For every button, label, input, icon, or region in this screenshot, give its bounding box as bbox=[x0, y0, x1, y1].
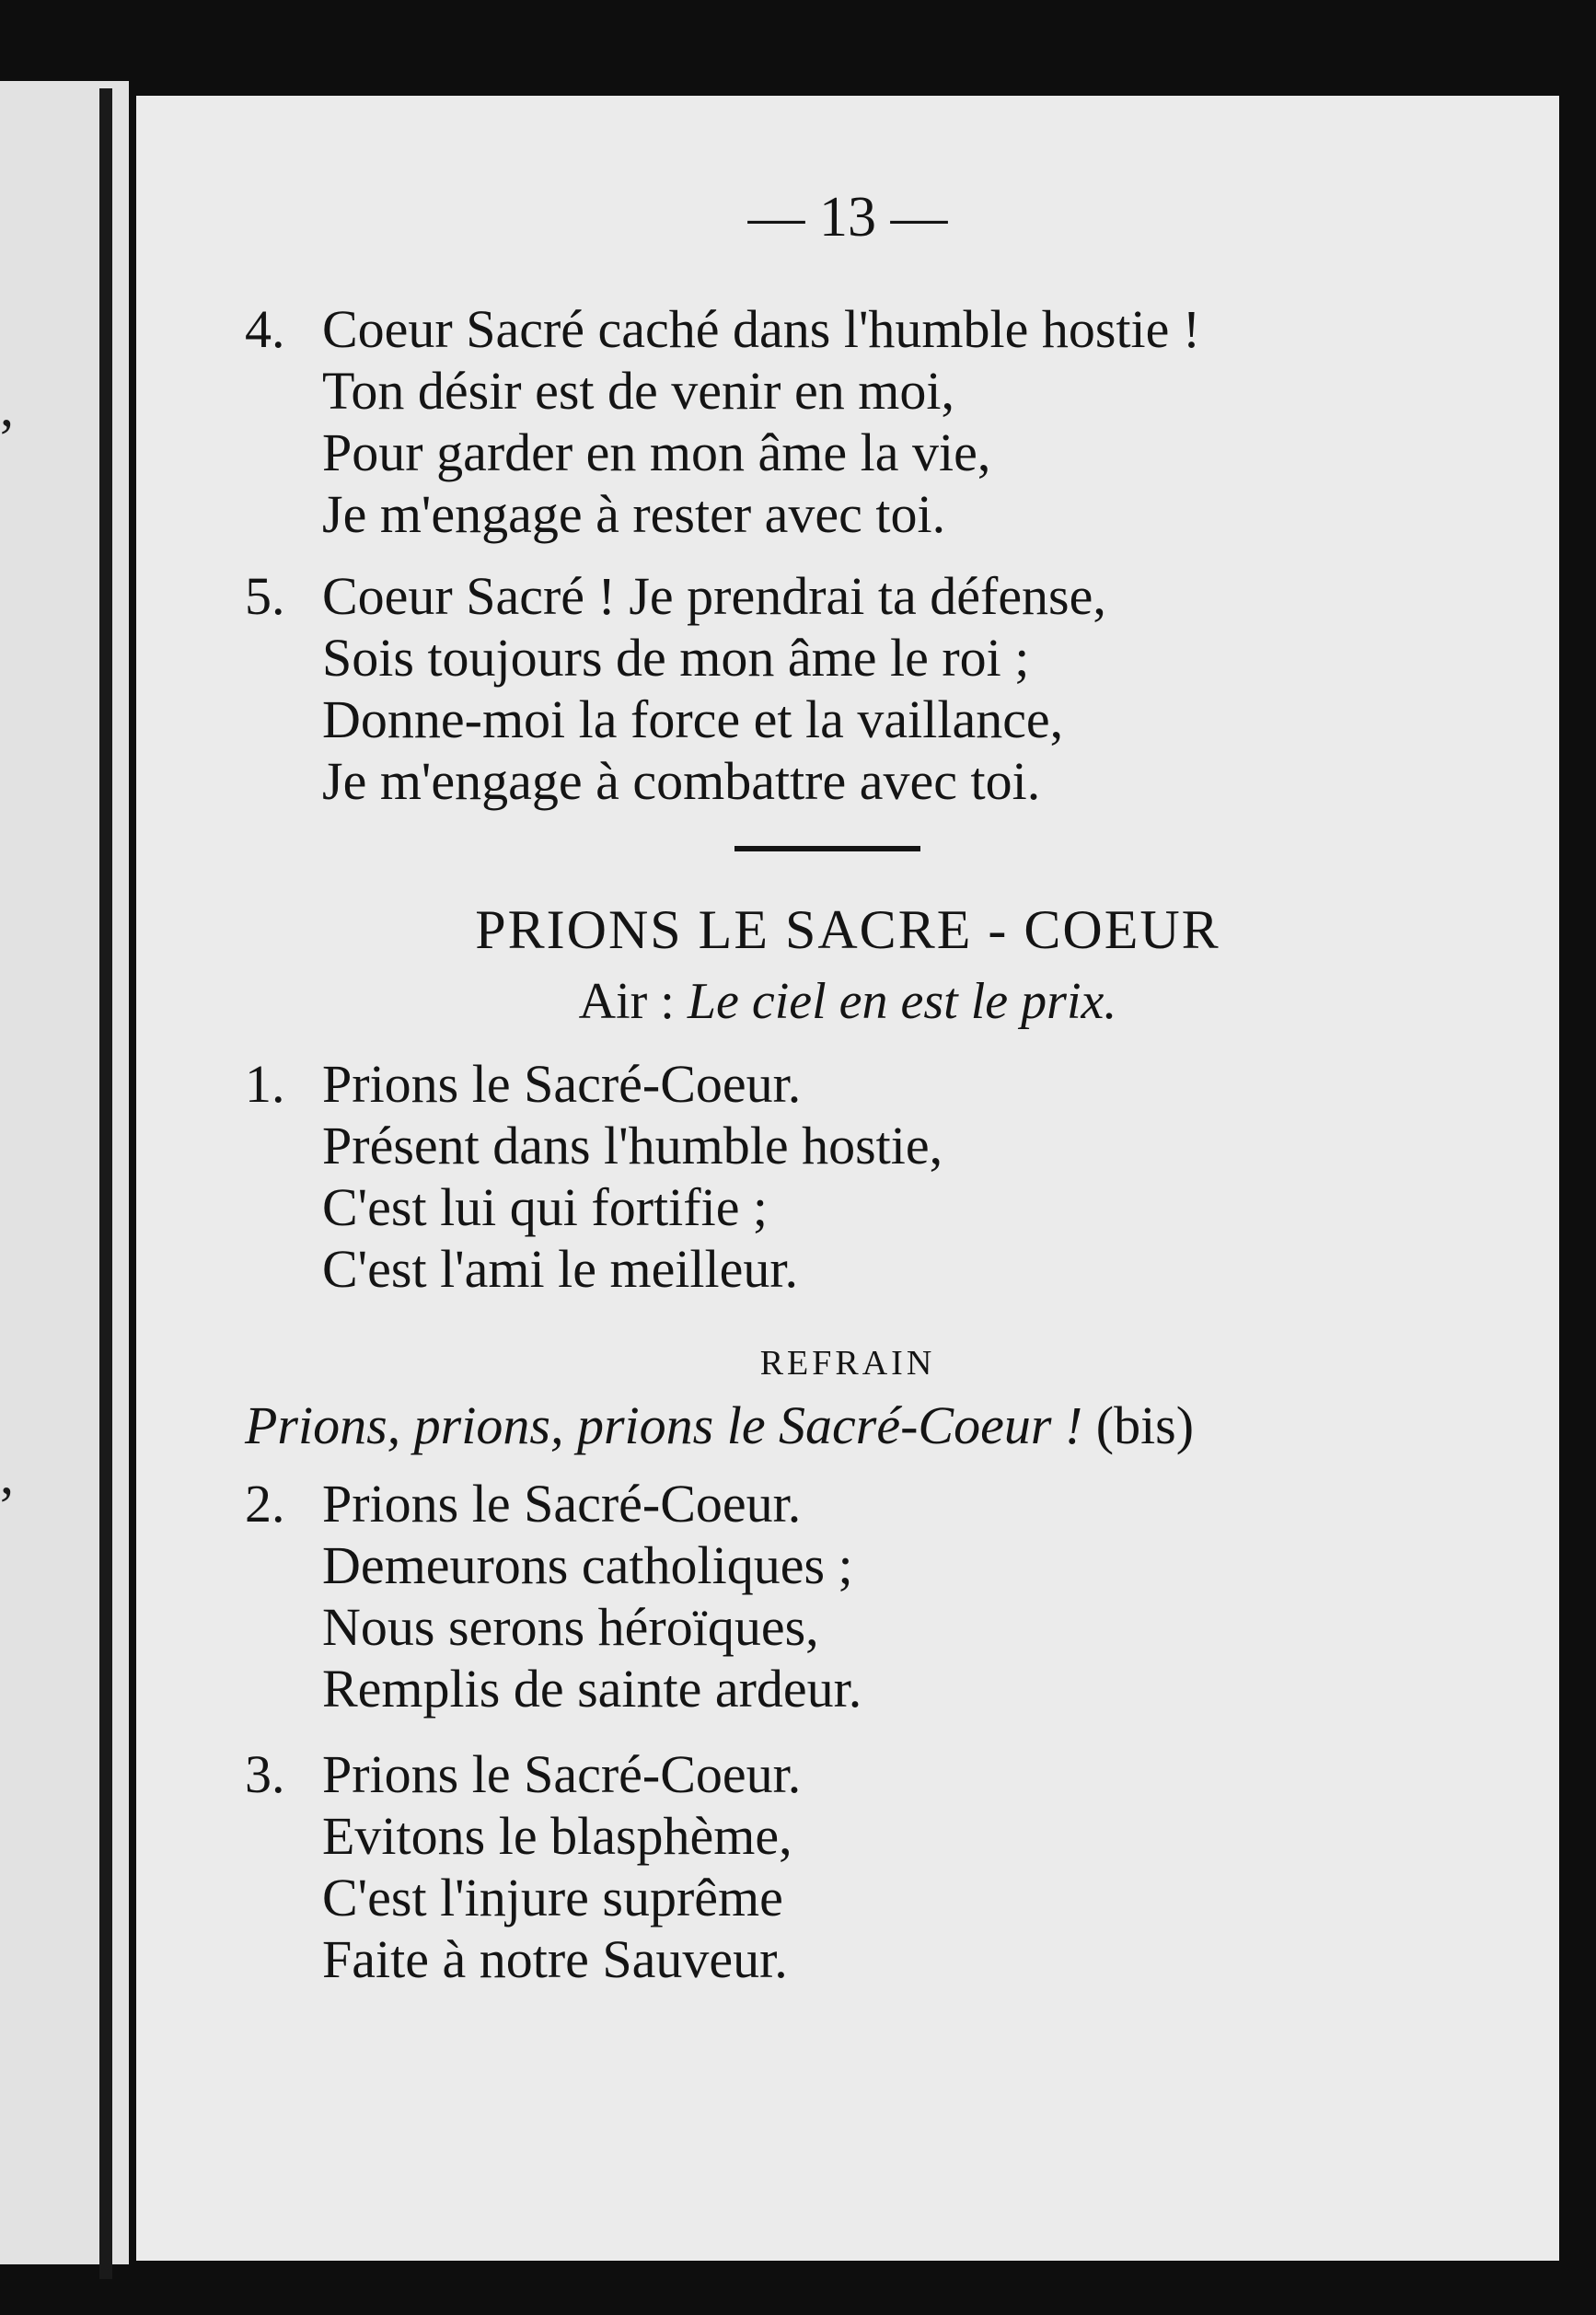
verse-line: C'est l'ami le meilleur. bbox=[322, 1239, 799, 1299]
page-number: — 13 — bbox=[747, 186, 948, 249]
stanza-1 bbox=[245, 1053, 943, 1300]
verse-line: Ton désir est de venir en moi, bbox=[322, 361, 954, 421]
verse-line: Remplis de sainte ardeur. bbox=[322, 1659, 862, 1719]
refrain-text: Prions, prions, prions le Sacré-Coeur ! bbox=[245, 1395, 1083, 1455]
verse-line: Prions le Sacré-Coeur. bbox=[322, 1474, 802, 1534]
facing-page-mark: , bbox=[0, 376, 14, 437]
hymn-title: PRIONS LE SACRE - COEUR bbox=[475, 899, 1220, 960]
book-spine bbox=[99, 88, 112, 2279]
verse-line: C'est l'injure suprême bbox=[322, 1868, 783, 1927]
verse-line: Sois toujours de mon âme le roi ; bbox=[322, 628, 1030, 688]
verse-line: Je m'engage à combattre avec toi. bbox=[322, 751, 1041, 811]
verse-line: Présent dans l'humble hostie, bbox=[322, 1116, 943, 1175]
verse-line: Demeurons catholiques ; bbox=[322, 1535, 853, 1595]
refrain bbox=[245, 1394, 1194, 1458]
hymn-air bbox=[136, 970, 1559, 1033]
air-name: Le ciel en est le prix. bbox=[687, 973, 1117, 1030]
verse-line: Coeur Sacré caché dans l'humble hostie ! bbox=[322, 299, 1201, 359]
verse-line: Prions le Sacré-Coeur. bbox=[322, 1744, 802, 1804]
stanza-number: 2. bbox=[245, 1474, 285, 1534]
verse-line: Pour garder en mon âme la vie, bbox=[322, 422, 991, 482]
verse-line: Donne-moi la force et la vaillance, bbox=[322, 689, 1064, 749]
refrain-label: REFRAIN bbox=[759, 1344, 936, 1383]
stanza-number: 4. bbox=[245, 299, 285, 359]
stanza-number: 5. bbox=[245, 566, 285, 626]
verse-line: Evitons le blasphème, bbox=[322, 1806, 792, 1866]
stanza-number: 3. bbox=[245, 1744, 285, 1804]
stanza-number: 1. bbox=[245, 1054, 285, 1114]
stanza-4 bbox=[245, 298, 1200, 545]
verse-line: Je m'engage à rester avec toi. bbox=[322, 484, 946, 544]
book-page bbox=[136, 96, 1559, 2261]
stanza-5 bbox=[245, 565, 1106, 812]
verse-line: C'est lui qui fortifie ; bbox=[322, 1177, 769, 1237]
verse-line: Prions le Sacré-Coeur. bbox=[322, 1054, 802, 1114]
facing-page-mark: , bbox=[0, 1444, 14, 1505]
stanza-3 bbox=[245, 1743, 801, 1990]
section-divider bbox=[734, 846, 920, 851]
verse-line: Coeur Sacré ! Je prendrai ta défense, bbox=[322, 566, 1106, 626]
air-label: Air : bbox=[578, 973, 688, 1030]
verse-line: Nous serons héroïques, bbox=[322, 1597, 819, 1657]
refrain-suffix: (bis) bbox=[1082, 1395, 1195, 1455]
verse-line: Faite à notre Sauveur. bbox=[322, 1929, 788, 1989]
stanza-2 bbox=[245, 1473, 862, 1719]
